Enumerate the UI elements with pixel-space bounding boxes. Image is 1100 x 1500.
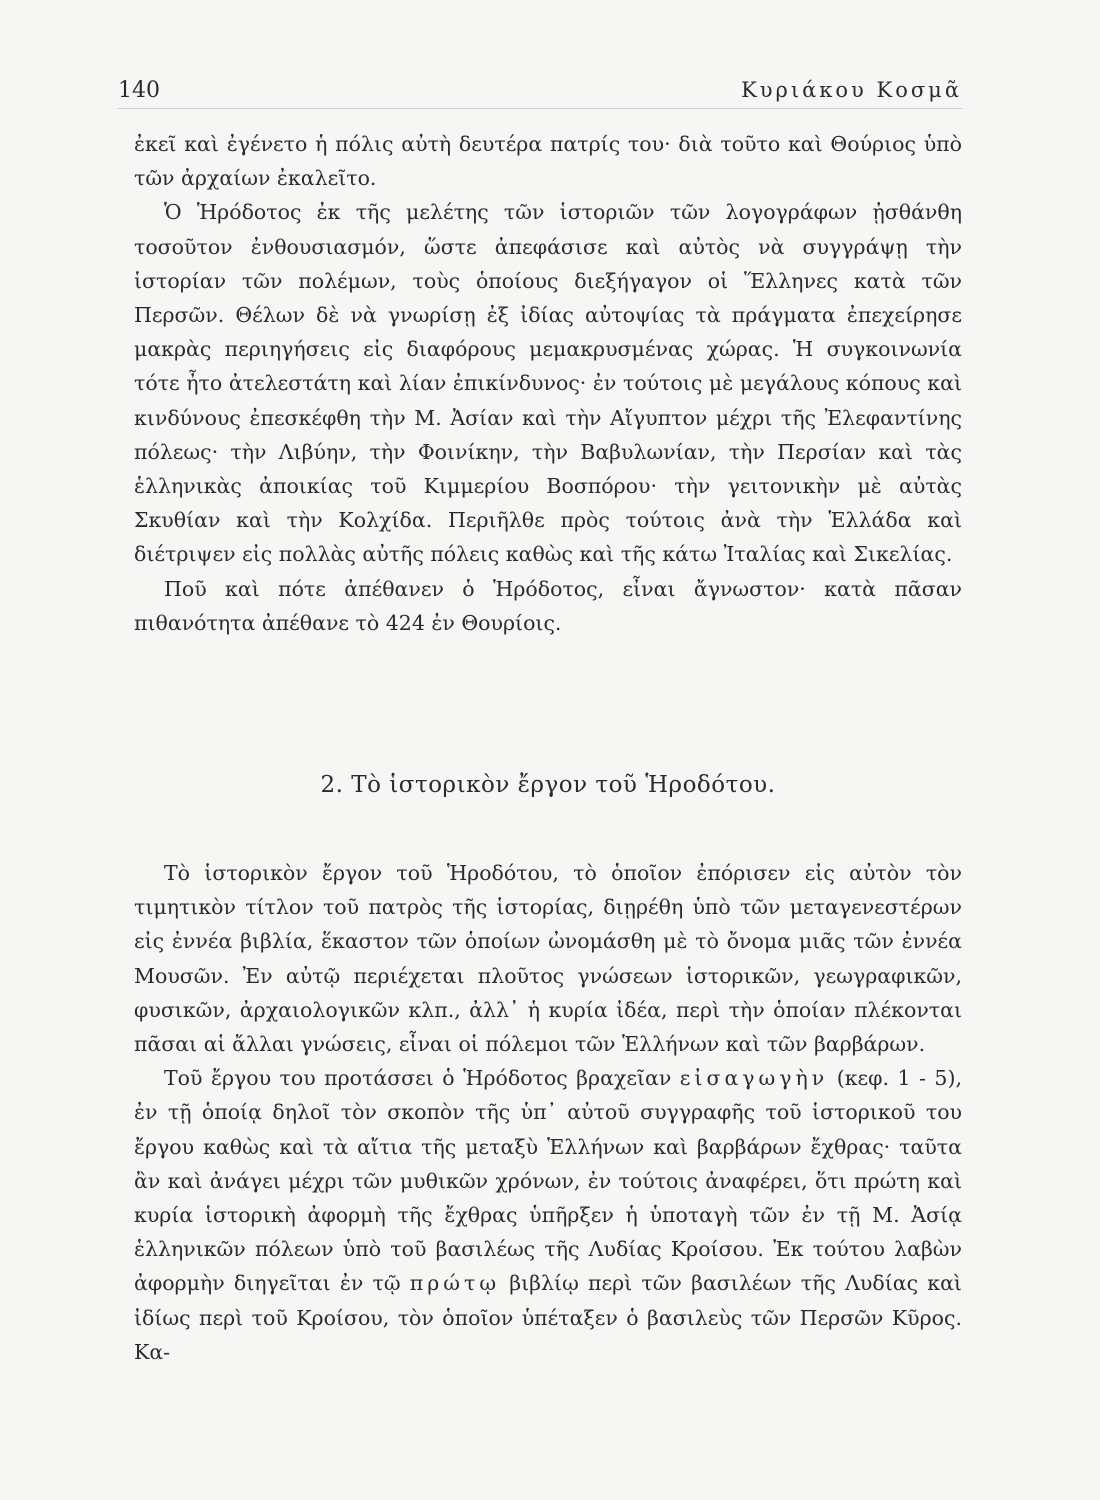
spaced-emphasis: πρώτῳ bbox=[409, 1271, 501, 1296]
section-heading: 2. Τὸ ἱστορικὸν ἔργον τοῦ Ἡροδότου. bbox=[320, 772, 776, 798]
running-title: Κυριάκου Κοσμᾶ bbox=[741, 78, 962, 102]
section-2-text bbox=[134, 856, 962, 1369]
text-run: βιβλίῳ περὶ τῶν βασιλέων τῆς Λυδίας καὶ ἰδίως περὶ τοῦ Κροίσου, τὸν ὁποῖον ὑπέταξεν ὁ βασιλεὺς τῶν Περσῶν Κῦρος. Κα- bbox=[134, 1271, 962, 1364]
paragraph bbox=[134, 1061, 962, 1369]
paragraph: Ὁ Ἡρόδοτος ἐκ τῆς μελέτης τῶν ἱστοριῶν τῶν λογογράφων ᾐσθάνθη τοσοῦτον ἐνθουσιασμόν, ὥστε ἀπεφάσισε καὶ αὐτὸς νὰ συγγράψῃ τὴν ἱστορίαν τῶν πολέμων, τοὺς ὁποίους διεξήγαγον οἱ Ἕλληνες κατὰ τῶν Περσῶν. Θέλων δὲ νὰ γνωρίσῃ ἐξ ἰδίας αὐτοψίας τὰ πράγματα ἐπεχείρησε μακρὰς περιηγήσεις εἰς διαφόρους μεμακρυσμένας χώρας. Ἡ συγκοινωνία τότε ἦτο ἀτελεστάτη καὶ λίαν ἐπικίνδυνος· ἐν τούτοις μὲ μεγάλους κόπους καὶ κινδύνους ἐπεσκέφθη τὴν Μ. Ἀσίαν καὶ τὴν Αἴγυπτον μέχρι τῆς Ἐλεφαντίνης πόλεως· τὴν Λιβύην, τὴν Φοινίκην, τὴν Βαβυλωνίαν, τὴν Περσίαν καὶ τὰς ἑλληνικὰς ἀποικίας τοῦ Κιμμερίου Βοσπόρου· τὴν γειτονικὴν μὲ αὐτὰς Σκυθίαν καὶ τὴν Κολχίδα. Περιῆλθε πρὸς τούτοις ἀνὰ τὴν Ἑλλάδα καὶ διέτριψεν εἰς πολλὰς αὐτῆς πόλεις καθὼς καὶ τῆς κάτω Ἰταλίας καὶ Σικελίας. bbox=[134, 200, 962, 567]
paragraph: ἐκεῖ καὶ ἐγένετο ἡ πόλις αὐτὴ δευτέρα πατρίς του· διὰ τοῦτο καὶ Θούριος ὑπὸ τῶν ἀρχαίων ἐκαλεῖτο. bbox=[134, 132, 962, 191]
paragraph: Τὸ ἱστορικὸν ἔργον τοῦ Ἡροδότου, τὸ ὁποῖον ἐπόρισεν εἰς αὐτὸν τὸν τιμητικὸν τίτλον τοῦ πατρὸς τῆς ἱστορίας, διῃρέθη ὑπὸ τῶν μεταγενεστέρων εἰς ἐννέα βιβλία, ἕκαστον τῶν ὁποίων ὠνομάσθη μὲ τὸ ὄνομα μιᾶς τῶν ἐννέα Μουσῶν. Ἐν αὐτῷ περιέχεται πλοῦτος γνώσεων ἱστορικῶν, γεωγραφικῶν, φυσικῶν, ἀρχαιολογικῶν κλπ., ἀλλ᾽ ἡ κυρία ἰδέα, περὶ τὴν ὁποίαν πλέκονται πᾶσαι αἱ ἄλλαι γνώσεις, εἶναι οἱ πόλεμοι τῶν Ἑλλήνων καὶ τῶν βαρβάρων. bbox=[134, 861, 962, 1057]
section-1-text bbox=[134, 127, 962, 640]
running-head bbox=[118, 74, 962, 109]
paragraph: Ποῦ καὶ πότε ἀπέθανεν ὁ Ἡρόδοτος, εἶναι ἄγνωστον· κατὰ πᾶσαν πιθανότητα ἀπέθανε τὸ 424 ἐν Θουρίοις. bbox=[134, 576, 962, 635]
text-run: (κεφ. 1 - 5), ἐν τῇ ὁποίᾳ δηλοῖ τὸν σκοπὸν τῆς ὑπ᾽ αὐτοῦ συγγραφῆς τοῦ ἱστορικοῦ του ἔργου καθὼς καὶ τὰ αἴτια τῆς μεταξὺ Ἑλλήνων καὶ βαρβάρων ἔχθρας· ταῦτα ἂν καὶ ἀνάγει μέχρι τῶν μυθικῶν χρόνων, ἐν τούτοις ἀναφέρει, ὅτι πρώτη καὶ κυρία ἱστορικὴ ἀφορμὴ τῆς ἔχθρας ὑπῆρξεν ἡ ὑποταγὴ τῶν ἐν τῇ Μ. Ἀσίᾳ ἑλληνικῶν πόλεων ὑπὸ τοῦ βασιλέως τῆς Λυδίας Κροίσου. Ἐκ τούτου λαβὼν ἀφορμὴν διηγεῖται ἐν τῷ bbox=[134, 1066, 962, 1296]
text-run: Τοῦ ἔργου του προτάσσει ὁ Ἡρόδοτος βραχεῖαν bbox=[164, 1066, 672, 1091]
spaced-emphasis: εἰσαγωγὴν bbox=[679, 1066, 829, 1091]
page-number: 140 bbox=[118, 78, 160, 103]
